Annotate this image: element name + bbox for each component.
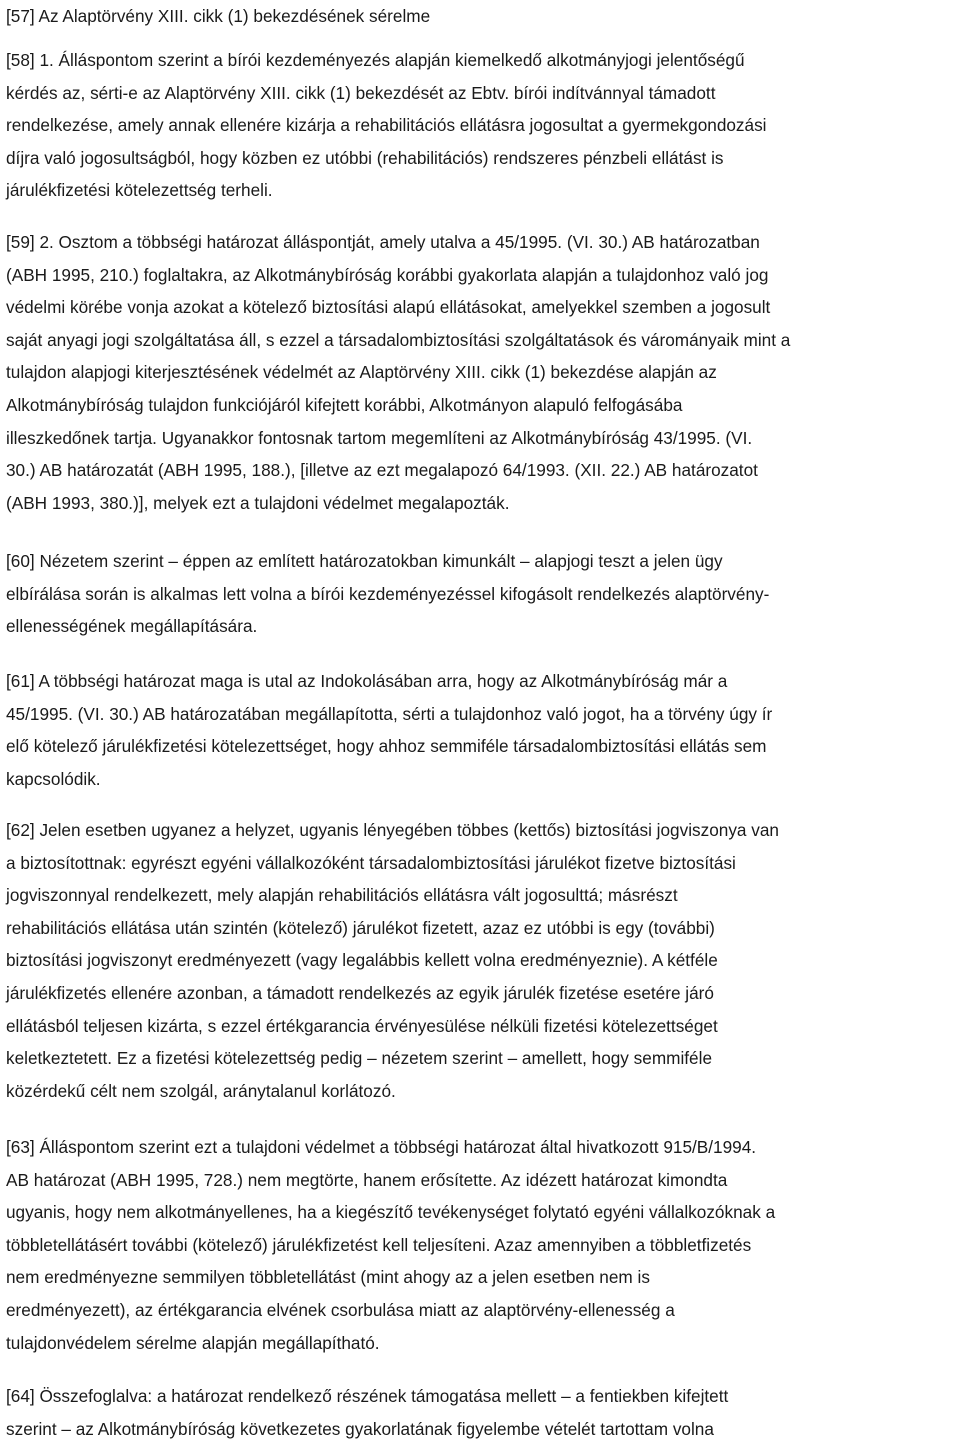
text-line: ellátásból teljesen kizárta, s ezzel értékgarancia érvényesülése nélküli fizetési kötelezettséget	[6, 1015, 718, 1036]
text-line: [61] A többségi határozat maga is utal az Indokolásában arra, hogy az Alkotmánybíróság már a	[6, 671, 728, 691]
paragraph-60	[6, 545, 769, 643]
text-line: közérdekű célt nem szolgál, aránytalanul korlátozó.	[6, 1080, 396, 1101]
text-line: kapcsolódik.	[6, 768, 101, 789]
text-line: [64] Összefoglalva: a határozat rendelkező részének támogatása mellett – a fentiekben kifejtett	[6, 1386, 729, 1406]
text-line: tulajdonvédelem sérelme alapján megállapítható.	[6, 1332, 380, 1353]
text-line: eredményezett), az értékgarancia elvének csorbulása miatt az alaptörvény-ellenesség a	[6, 1299, 675, 1320]
paragraph-64	[6, 1380, 728, 1445]
text-line: járulékfizetés ellenére azonban, a támadott rendelkezés az egyik járulék fizetése esetére járó	[6, 982, 714, 1003]
text-line: elő kötelező járulékfizetési kötelezettséget, hogy ahhoz semmiféle társadalombiztosítási ellátás sem	[6, 736, 767, 757]
text-line: (ABH 1995, 210.) foglaltakra, az Alkotmánybíróság korábbi gyakorlata alapján a tulajdonhoz való jog	[6, 264, 769, 285]
text-line: jogviszonnyal rendelkezett, mely alapján rehabilitációs ellátásra vált jogosulttá; másrészt	[6, 885, 678, 906]
text-line: védelmi körébe vonja azokat a kötelező biztosítási alapú ellátásokat, amelyekkel szemben a jogosult	[6, 297, 771, 318]
text-line: [62] Jelen esetben ugyanez a helyzet, ugyanis lényegében többes (kettős) biztosítási jogviszonya van	[6, 820, 779, 840]
text-line: Alkotmánybíróság tulajdon funkciójáról kifejtett korábbi, Alkotmányon alapuló felfogásába	[6, 394, 683, 415]
paragraph-62	[6, 814, 779, 1107]
text-line: 30.) AB határozatát (ABH 1995, 188.), [illetve az ezt megalapozó 64/1993. (XII. 22.) AB határozatot	[6, 460, 758, 481]
text-line: illeszkedőnek tartja. Ugyanakkor fontosnak tartom megemlíteni az Alkotmánybíróság 43/1995. (VI.	[6, 427, 753, 448]
text-line: (ABH 1993, 380.)], melyek ezt a tulajdoni védelmet megalapozták.	[6, 492, 510, 513]
text-line: ugyanis, hogy nem alkotmányellenes, ha a kiegészítő tevékenységet folytató egyéni vállalkozóknak a	[6, 1202, 776, 1223]
text-line: [58] 1. Álláspontom szerint a bírói kezdeményezés alapján kiemelkedő alkotmányjogi jelentőségű	[6, 50, 745, 70]
text-line: szerint – az Alkotmánybíróság következetes gyakorlatának figyelembe vételét tartottam volna	[6, 1418, 714, 1439]
text-line: 45/1995. (VI. 30.) AB határozatában megállapította, sérti a tulajdonhoz való jogot, ha a törvény úgy ír	[6, 703, 773, 724]
text-line: többletellátásért további (kötelező) járulékfizetést kell teljesíteni. Azaz amennyiben a többletfizetés	[6, 1234, 752, 1255]
text-line: kérdés az, sérti-e az Alaptörvény XIII. cikk (1) bekezdését az Ebtv. bírói indítvánnyal támadott	[6, 82, 716, 103]
paragraph-57	[6, 0, 430, 33]
text-line: járulékfizetési kötelezettség terheli.	[6, 180, 273, 201]
paragraph-58	[6, 44, 767, 207]
text-line: [57] Az Alaptörvény XIII. cikk (1) bekezdésének sérelme	[6, 6, 431, 26]
text-line: rehabilitációs ellátása után szintén (kötelező) járulékot fizetett, azaz ez utóbbi is egy (további)	[6, 917, 715, 938]
text-line: biztosítási jogviszonyt eredményezett (vagy legalábbis kellett volna eredményeznie). A kétféle	[6, 950, 718, 971]
text-line: rendelkezése, amely annak ellenére kizárja a rehabilitációs ellátásra jogosultat a gyermekgondozási	[6, 115, 767, 136]
text-line: tulajdon alapjogi kiterjesztésének védelmét az Alaptörvény XIII. cikk (1) bekezdése alapján az	[6, 362, 717, 383]
paragraph-61	[6, 665, 772, 795]
text-line: [60] Nézetem szerint – éppen az említett határozatokban kimunkált – alapjogi teszt a jelen ügy	[6, 551, 723, 571]
text-line: ellenességének megállapítására.	[6, 616, 258, 637]
text-line: díjra való jogosultságból, hogy közben ez utóbbi (rehabilitációs) rendszeres pénzbeli ellátást is	[6, 147, 724, 168]
text-line: a biztosítottnak: egyrészt egyéni vállalkozóként társadalombiztosítási járulékot fizetve biztosítási	[6, 852, 736, 873]
text-line: [63] Álláspontom szerint ezt a tulajdoni védelmet a többségi határozat által hivatkozott 915/B/1994.	[6, 1137, 757, 1157]
paragraph-63	[6, 1131, 775, 1359]
text-line: [59] 2. Osztom a többségi határozat álláspontját, amely utalva a 45/1995. (VI. 30.) AB határozatban	[6, 232, 760, 252]
text-line: elbírálása során is alkalmas lett volna a bírói kezdeményezéssel kifogásolt rendelkezés alaptörvény-	[6, 583, 770, 604]
text-line: nem eredményezne semmilyen többletellátást (mint ahogy az a jelen esetben nem is	[6, 1267, 650, 1288]
paragraph-59	[6, 226, 790, 519]
text-line: saját anyagi jogi szolgáltatása áll, s ezzel a társadalombiztosítási szolgáltatások és várományaik mint a	[6, 329, 791, 350]
text-line: keletkeztetett. Ez a fizetési kötelezettség pedig – nézetem szerint – amellett, hogy semmiféle	[6, 1048, 712, 1069]
text-line: AB határozat (ABH 1995, 728.) nem megtörte, hanem erősítette. Az idézett határozat kimondta	[6, 1169, 728, 1190]
